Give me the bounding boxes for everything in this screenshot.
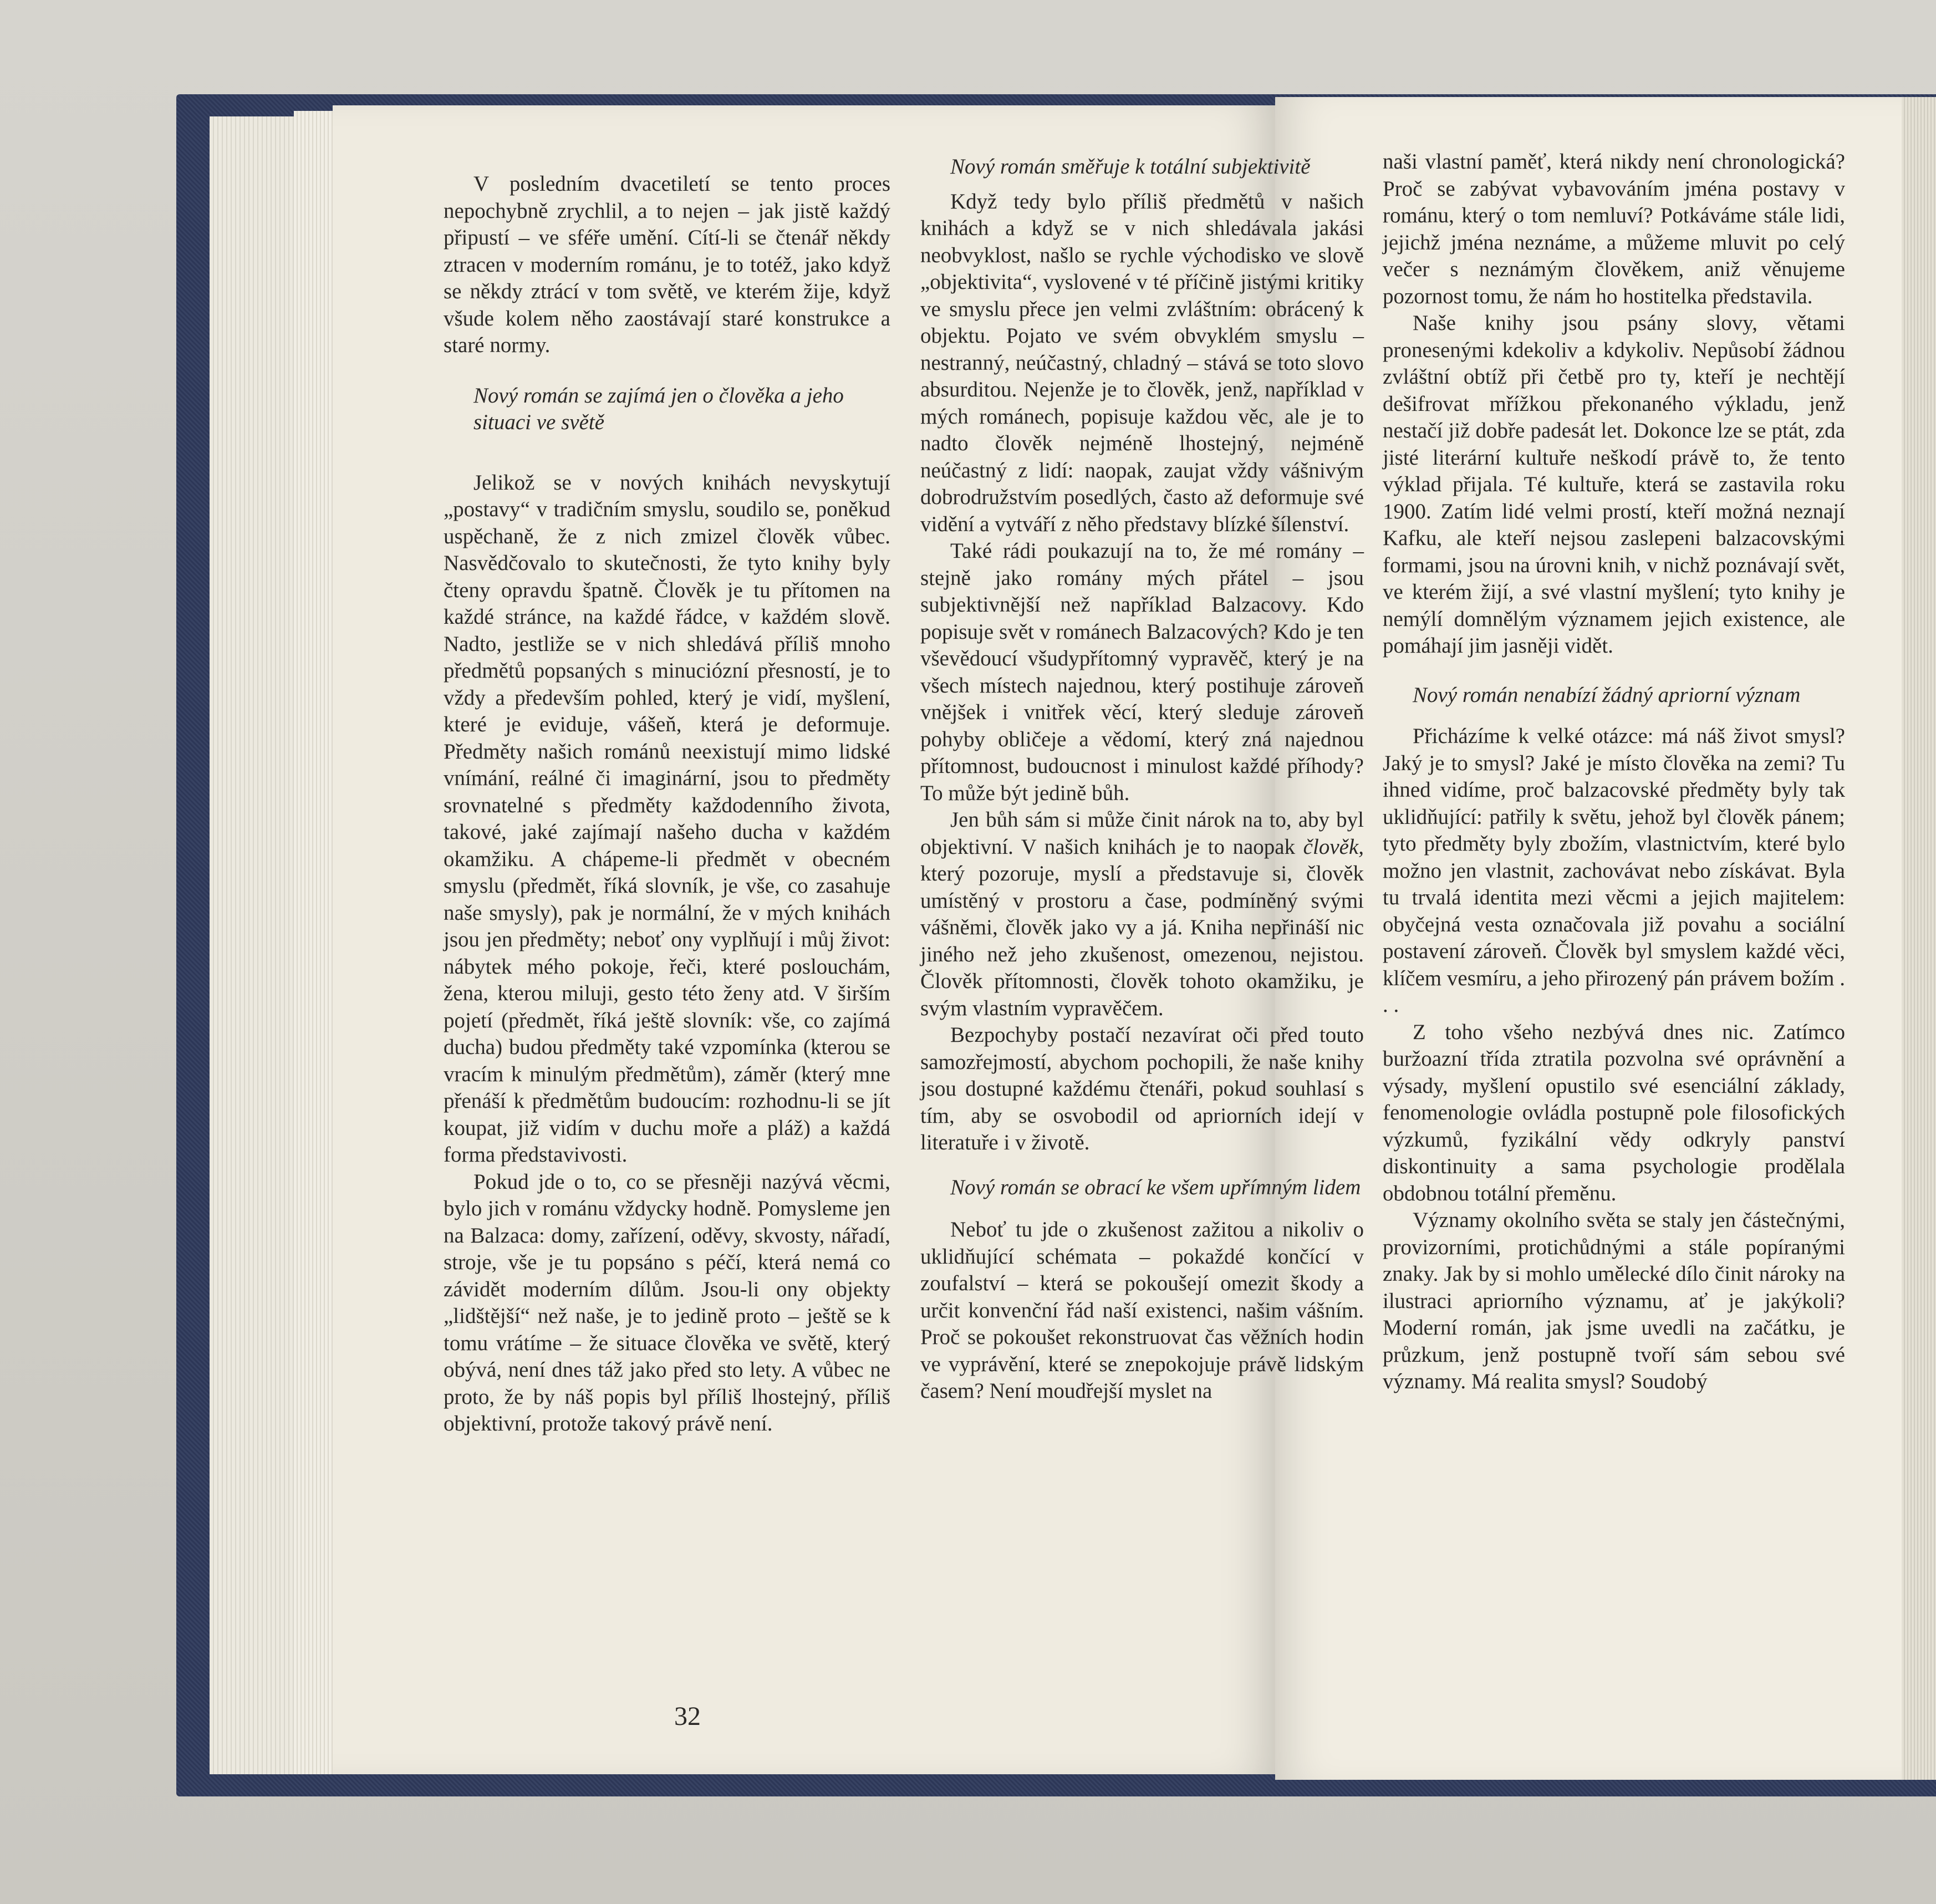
paragraph: Také rádi poukazují na to, že mé romány – stejně jako romány mých přátel – jsou subjektivnější než například Balzacovy. Kdo popisuje svět v románech Balzacových? Kdo je ten vševědoucí všudypřítomný vypravěč, který je na všech místech najednou, který postihuje zároveň vnějšek i vnitřek věcí, který sleduje zároveň pohyby obličeje a vědomí, který zná najednou přítomnost, budoucnost i minulost každé příhody? To může být jedině bůh. <box>920 539 1364 805</box>
paragraph: V posledním dvacetiletí se tento proces nepochybně zrychlil, a to nejen – jak jistě každý připustí – ve sféře umění. Cítí-li se čtenář někdy ztracen v moderním románu, je to totéž, jako když se někdy ztrácí v tom světě, ve kterém žije, když všude kolem něho zaostávají staré konstrukce a staré normy. <box>444 172 890 357</box>
emphasis-text: člověk, <box>1303 834 1364 859</box>
paragraph: Bezpochyby postačí nezavírat oči před touto samozřejmostí, abychom pochopili, že naše knihy jsou dostupné každému čtenáři, pokud souhlasí s tím, aby se osvobodil od apriorních idejí v literatuře i v životě. <box>920 1023 1364 1154</box>
left-page-column <box>444 171 890 1438</box>
paragraph: Jelikož se v nových knihách nevyskytují „postavy“ v tradičním smyslu, soudilo se, poněkud uspěchaně, že z nich zmizel člověk vůbec. Nasvědčovalo to skutečnosti, že tyto knihy byly čteny opravdu špatně. Člověk je tu přítomen na každé stránce, na každé řádce, v každém slově. Nadto, jestliže se v nich shledává příliš mnoho předmětů popsaných s minuciózní přesností, je to vždy a především pohled, který je vidí, myšlení, které je eviduje, vášeň, která je deformuje. Předměty našich románů neexistují mimo lidské vnímání, reálné či imaginární, jsou to předměty srovnatelné s předměty každodenního života, takové, jaké zajímají našeho ducha v každém okamžiku. A chápeme-li předmět v obecném smyslu (předmět, říká slovník, je vše, co zasahuje naše smysly), pak je normální, že v mých knihách jsou jen předměty; neboť ony vyplňují i můj život: nábytek mého pokoje, řeči, které poslouchám, žena, kterou miluji, gesto této ženy atd. V širším pojetí (předmět, říká ještě slovník: vše, co zajímá ducha) budou předměty také vzpomínka (kterou se vracím k minulým předmětům), záměr (který mne přenáší k předmětům budoucím: rozhodnu-li se jít koupat, již vidím v duchu moře a pláž) a každá forma představivosti. <box>444 470 890 1167</box>
paragraph: Pokud jde o to, co se přesněji nazývá věcmi, bylo jich v románu vždycky hodně. Pomysleme jen na Balzaca: domy, zařízení, oděvy, skvosty, nářadí, stroje, vše je tu popsáno s péčí, která nemá co závidět moderním dílům. Jsou-li ony objekty „lidštější“ než naše, je to jedině proto – ještě se k tomu vrátíme – že situace člověka ve světě, který obývá, není dnes táž jako před sto lety. A vůbec ne proto, že by náš popis byl příliš lhostejný, příliš objektivní, protože takový právě není. <box>444 1169 890 1435</box>
paragraph: naši vlastní paměť, která nikdy není chronologická? Proč se zabývat vybavováním jména postavy v románu, který o tom nemluví? Potkáváme stále lidi, jejichž jména neznáme, a můžeme mluvit po celý večer s neznámým člověkem, aniž věnujeme pozornost tomu, že nám ho hostitelka představila. <box>1383 150 1845 308</box>
page-number: 32 <box>674 1702 701 1731</box>
text-run: Jen bůh sám si může činit nárok na to, aby byl objektivní. V našich knihách je to naopak <box>920 808 1364 859</box>
right-page-column-1 <box>920 154 1364 1405</box>
section-heading: Nový román nenabízí žádný apriorní význam <box>1413 683 1801 707</box>
paragraph <box>920 807 1364 1022</box>
section-heading: Nový román se obrací ke všem upřímným lidem <box>950 1175 1361 1199</box>
text-run: který pozoruje, myslí a představuje si, člověk umístěný v prostoru a čase, podmíněný svými vášněmi, člověk jako vy a já. Kniha nepřináší nic jiného než jeho zkušenost, omezenou, nejistou. Člověk přítomnosti, člověk tohoto okamžiku, je svým vlastním vypravěčem. <box>920 862 1364 1020</box>
paragraph: Z toho všeho nezbývá dnes nic. Zatímco buržoazní třída ztratila pozvolna své oprávnění a výsady, myšlení opustilo své esenciální základy, fenomenologie ovládla postupně pole filosofických výzkumů, fyzikální vědy odkryly panství diskontinuity a sama psychologie prodělala obdobnou totální přeměnu. <box>1383 1020 1845 1205</box>
section-heading: Nový román se zajímá jen o člověka a jeho situaci ve světě <box>473 383 844 434</box>
right-page-column-2 <box>1383 149 1845 1396</box>
paragraph: Významy okolního světa se staly jen částečnými, provizorními, protichůdnými a stále popíranými znaky. Jak by si mohlo umělecké dílo činit nároky na ilustraci apriorního významu, ať je jakýkoli? Moderní román, jak jsme uvedli na začátku, je průzkum, jenž postupně tvoří sám sebou své významy. Má realita smysl? Soudobý <box>1383 1208 1845 1393</box>
paragraph: Když tedy bylo příliš předmětů v našich knihách a když se v nich shledávala jakási neobvyklost, našlo se rychle východisko ve slově „objektivita“, vyslovené v té příčině jistými kritiky ve smyslu přece jen velmi zvláštním: obrácený k objektu. Pojato ve svém obvyklém smyslu – nestranný, neúčastný, chladný – stává se toto slovo absurditou. Nejenže je to člověk, jenž, například v mých románech, popisuje každou věc, ale je to nadto člověk nejméně lhostejný, nejméně neúčastný z lidí: naopak, zaujat vždy vášnivým dobrodružstvím posedlých, často až deformuje své vidění a vytváří z něho představy blízké šílenství. <box>920 189 1364 536</box>
paragraph: Přicházíme k velké otázce: má náš život smysl? Jaký je to smysl? Jaké je místo člověka na zemi? Tu ihned vidíme, proč balzacovské předměty byly tak uklidňující: patřily k světu, jehož byl člověk pánem; tyto předměty byly zbožím, vlastnictvím, které bylo možno jen vlastnit, zachovávat nebo získávat. Byla tu trvalá identita mezi věcmi a jejich majitelem: obyčejná vesta označovala již povahu a sociální postavení zároveň. Člověk byl smyslem každé věci, klíčem vesmíru, a jeho přirozený pán právem božím . . . <box>1383 724 1845 1017</box>
paragraph: Neboť tu jde o zkušenost zažitou a nikoliv o uklidňující schémata – pokaždé končící v zoufalství – která se pokoušejí omezit škody a určit konvenční řád naší existenci, našim vášním. Proč se pokoušet rekonstruovat čas věžních hodin ve vyprávění, které se znepokojuje právě lidským časem? Není moudřejší myslet na <box>920 1218 1364 1403</box>
section-heading: Nový román směřuje k totální subjektivitě <box>950 155 1311 179</box>
paragraph: Naše knihy jsou psány slovy, větami pronesenými kdekoliv a kdykoliv. Nepůsobí žádnou zvláštní obtíž při četbě pro ty, kteří je nechtějí dešifrovat mřížkou překonaného výkladu, jenž nestačí již dobře padesát let. Dokonce lze se ptát, zda jisté literární kultuře neškodí právě to, že tento výklad přijala. Té kultuře, která se zastavila roku 1900. Zatím lidé velmi prostí, kteří možná neznají Kafku, ale kteří nejsou zaslepeni balzacovskými formami, jsou na úrovni knih, v nichž poznávají svět, ve kterém žijí, a své vlastní myšlení; tyto knihy je nemýlí domnělým významem jejich existence, ale pomáhají jim jasněji vidět. <box>1383 311 1845 658</box>
page-stack-right <box>1902 97 1936 1780</box>
